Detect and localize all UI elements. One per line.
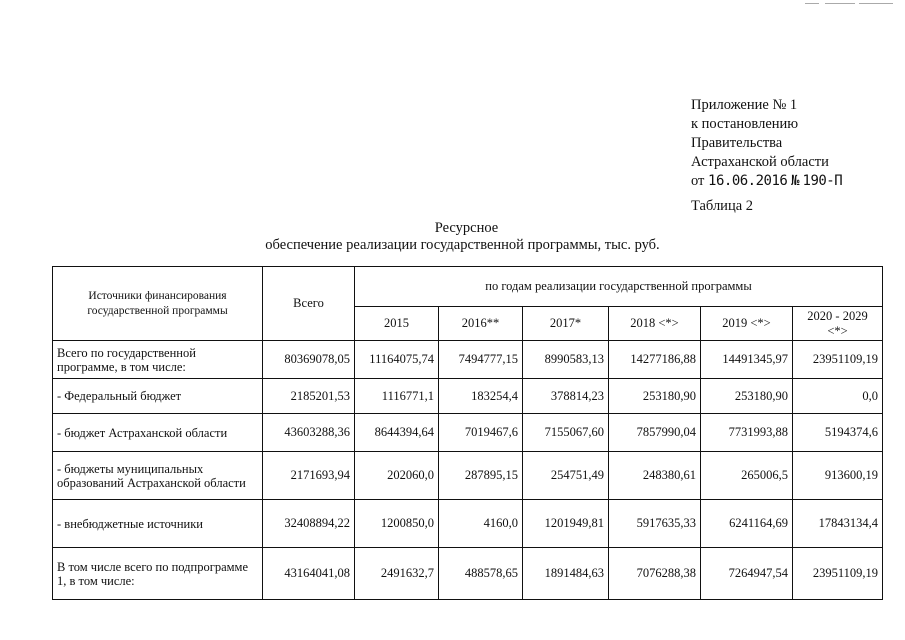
scan-artifact <box>805 3 895 7</box>
table-caption <box>0 220 905 254</box>
appendix-block <box>691 96 842 191</box>
row-year-value: 8644394,64 <box>355 414 439 452</box>
date-stamp: 16.06.2016 <box>708 173 788 189</box>
row-year-value: 913600,19 <box>793 452 883 500</box>
header-by-years: по годам реализации государственной программы <box>355 267 883 307</box>
row-year-value: 7019467,6 <box>439 414 523 452</box>
decree-number: 190-П <box>802 173 843 189</box>
row-year-value: 0,0 <box>793 379 883 414</box>
appendix-line: Астраханской области <box>691 154 829 170</box>
row-year-value: 248380,61 <box>609 452 701 500</box>
date-prefix: от <box>691 173 705 189</box>
row-year-value: 5194374,6 <box>793 414 883 452</box>
row-label: В том числе всего по подпрограмме 1, в том числе: <box>53 548 263 600</box>
row-year-value: 11164075,74 <box>355 341 439 379</box>
row-total: 32408894,22 <box>263 500 355 548</box>
table-row <box>53 379 883 414</box>
row-year-value: 7494777,15 <box>439 341 523 379</box>
row-year-value: 8990583,13 <box>523 341 609 379</box>
caption-line-2: обеспечение реализации государственной программы, тыс. руб. <box>265 237 660 253</box>
table-row <box>53 548 883 600</box>
row-year-value: 14491345,97 <box>701 341 793 379</box>
header-year: 2016** <box>439 307 523 341</box>
row-label: - внебюджетные источники <box>53 500 263 548</box>
row-year-value: 1116771,1 <box>355 379 439 414</box>
row-total: 2185201,53 <box>263 379 355 414</box>
row-total: 43164041,08 <box>263 548 355 600</box>
table-row <box>53 341 883 379</box>
header-year: 2015 <box>355 307 439 341</box>
row-total: 43603288,36 <box>263 414 355 452</box>
row-label: Всего по государственной программе, в том числе: <box>53 341 263 379</box>
appendix-line: Правительства <box>691 135 783 151</box>
row-year-value: 183254,4 <box>439 379 523 414</box>
appendix-title: Приложение № 1 <box>691 97 798 113</box>
row-year-value: 7155067,60 <box>523 414 609 452</box>
number-sign: № <box>790 173 799 189</box>
row-year-value: 1891484,63 <box>523 548 609 600</box>
row-year-value: 253180,90 <box>701 379 793 414</box>
row-year-value: 14277186,88 <box>609 341 701 379</box>
row-year-value: 23951109,19 <box>793 548 883 600</box>
row-label: - бюджеты муниципальных образований Астраханской области <box>53 452 263 500</box>
row-year-value: 378814,23 <box>523 379 609 414</box>
header-year: 2017* <box>523 307 609 341</box>
table-number: Таблица 2 <box>691 198 754 214</box>
header-year: 2020 - 2029 <*> <box>793 307 883 341</box>
row-year-value: 7076288,38 <box>609 548 701 600</box>
row-year-value: 23951109,19 <box>793 341 883 379</box>
row-year-value: 5917635,33 <box>609 500 701 548</box>
header-year: 2019 <*> <box>701 307 793 341</box>
row-year-value: 17843134,4 <box>793 500 883 548</box>
row-year-value: 7857990,04 <box>609 414 701 452</box>
row-year-value: 287895,15 <box>439 452 523 500</box>
header-total: Всего <box>263 267 355 341</box>
row-year-value: 4160,0 <box>439 500 523 548</box>
row-year-value: 1201949,81 <box>523 500 609 548</box>
table-row <box>53 500 883 548</box>
row-year-value: 254751,49 <box>523 452 609 500</box>
row-label: - Федеральный бюджет <box>53 379 263 414</box>
row-year-value: 253180,90 <box>609 379 701 414</box>
row-year-value: 6241164,69 <box>701 500 793 548</box>
row-year-value: 265006,5 <box>701 452 793 500</box>
header-year: 2018 <*> <box>609 307 701 341</box>
row-year-value: 7731993,88 <box>701 414 793 452</box>
caption-line-1: Ресурсное <box>434 220 499 236</box>
row-label: - бюджет Астраханской области <box>53 414 263 452</box>
row-year-value: 2491632,7 <box>355 548 439 600</box>
row-year-value: 488578,65 <box>439 548 523 600</box>
appendix-date-line <box>691 172 842 191</box>
row-total: 2171693,94 <box>263 452 355 500</box>
header-source: Источники финансирования государственной программы <box>53 267 263 341</box>
funding-table <box>52 266 883 600</box>
row-year-value: 1200850,0 <box>355 500 439 548</box>
row-total: 80369078,05 <box>263 341 355 379</box>
appendix-line: к постановлению <box>691 116 799 132</box>
row-year-value: 7264947,54 <box>701 548 793 600</box>
row-year-value: 202060,0 <box>355 452 439 500</box>
table-row <box>53 414 883 452</box>
table-row <box>53 452 883 500</box>
